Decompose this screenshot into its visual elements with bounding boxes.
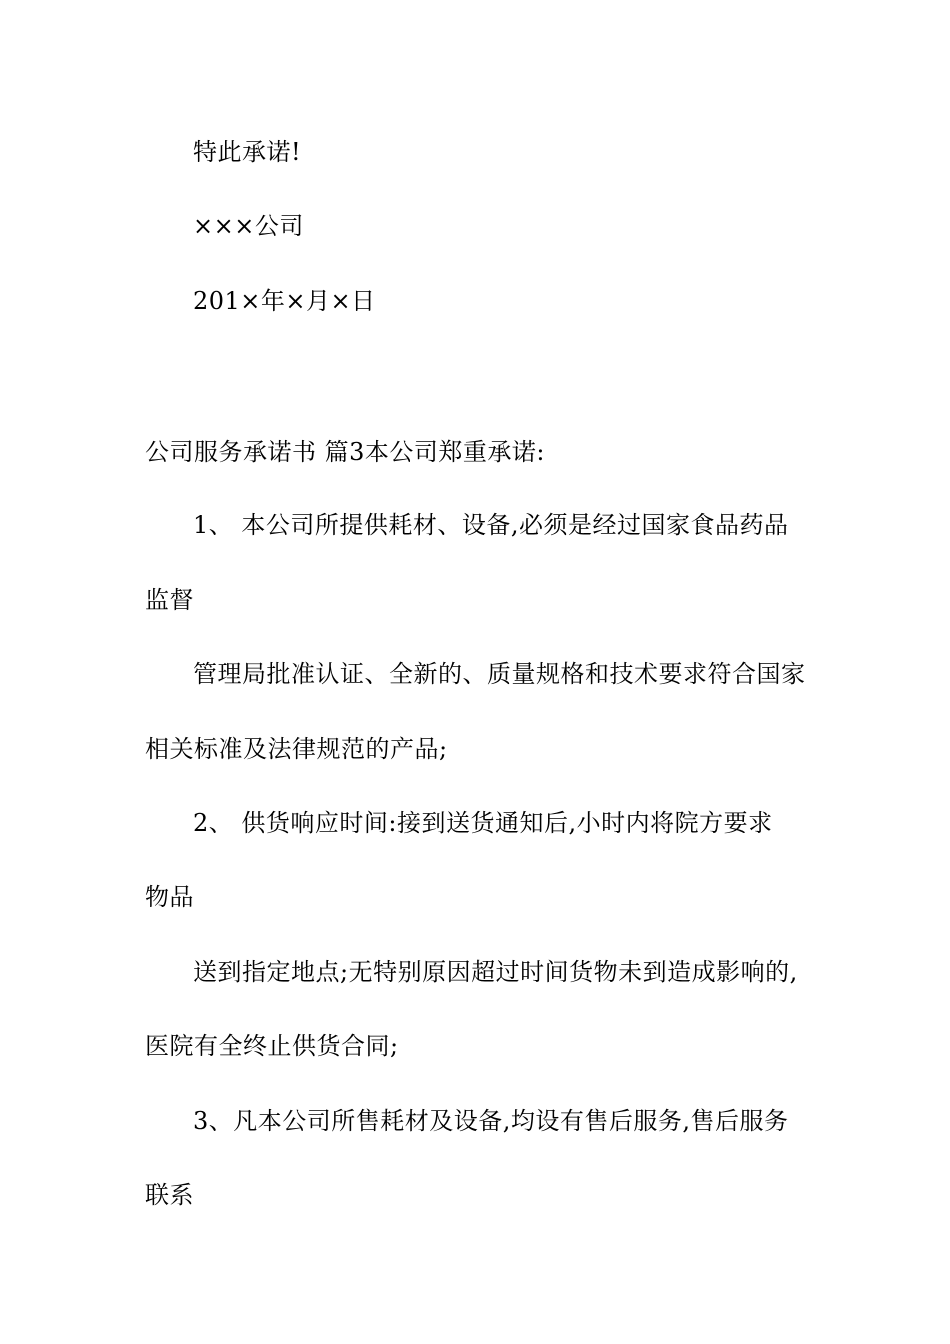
paragraph-line: 医院有全终止供货合同; — [145, 1032, 399, 1060]
paragraph-line: 物品 — [145, 883, 194, 911]
paragraph-line: 相关标准及法律规范的产品; — [145, 735, 448, 763]
closing-company: ×××公司 — [193, 212, 304, 240]
paragraph-line: 1、 本公司所提供耗材、设备,必须是经过国家食品药品 — [193, 511, 789, 539]
paragraph-line: 2、 供货响应时间:接到送货通知后,小时内将院方要求 — [193, 809, 773, 837]
closing-statement: 特此承诺! — [193, 138, 302, 166]
paragraph-line: 管理局批准认证、全新的、质量规格和技术要求符合国家 — [193, 660, 806, 688]
section-heading: 公司服务承诺书 篇3本公司郑重承诺: — [145, 438, 545, 466]
closing-date: 201×年×月×日 — [193, 287, 376, 315]
paragraph-line: 3、凡本公司所售耗材及设备,均设有售后服务,售后服务 — [193, 1107, 789, 1135]
paragraph-line: 监督 — [145, 586, 194, 614]
paragraph-line: 联系 — [145, 1181, 194, 1209]
paragraph-line: 送到指定地点;无特别原因超过时间货物未到造成影响的, — [193, 958, 798, 986]
